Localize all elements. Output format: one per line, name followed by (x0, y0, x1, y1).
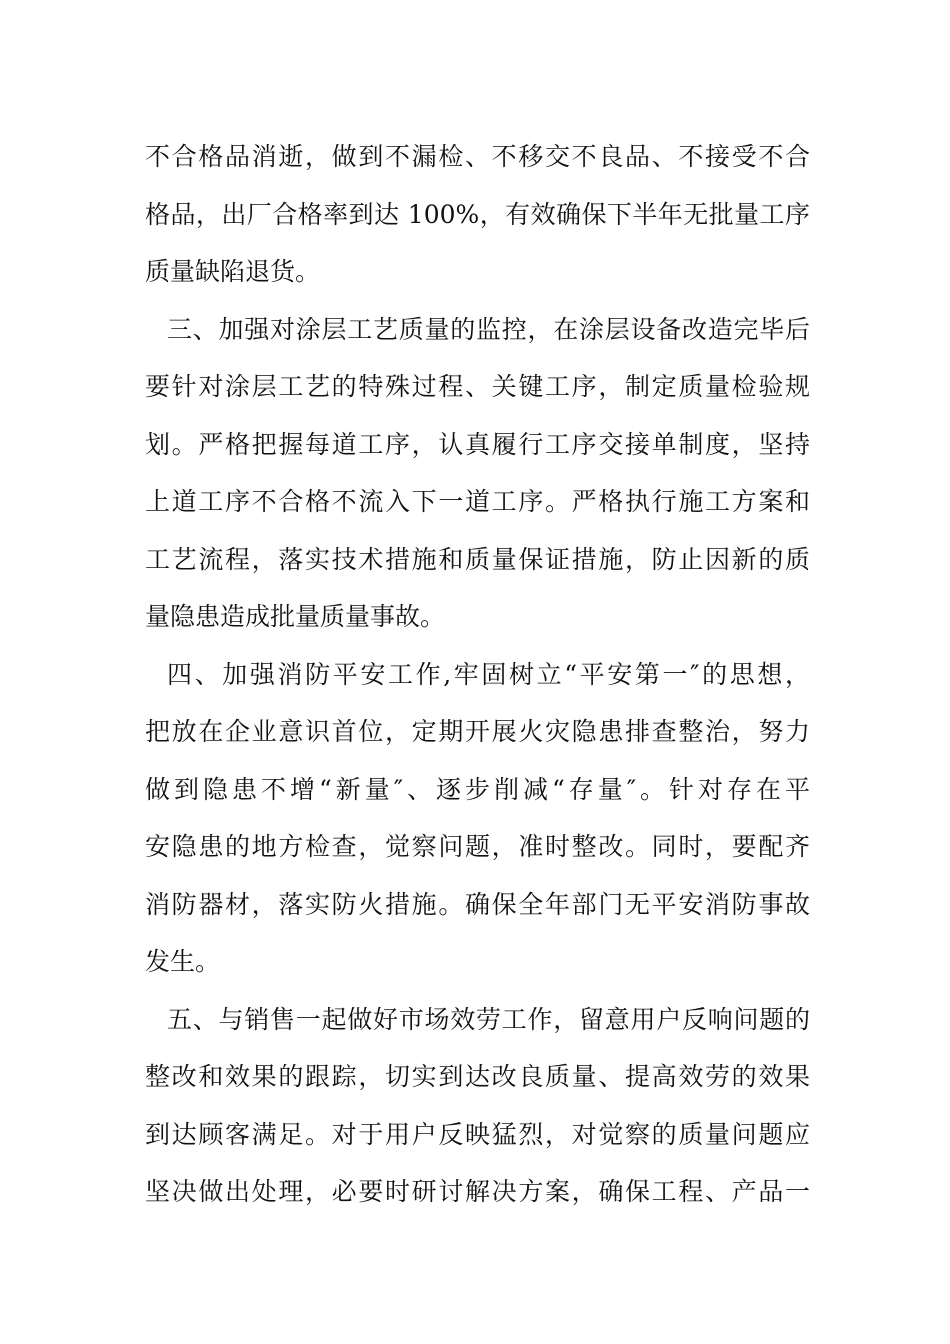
text-line: 工艺流程，落实技术措施和质量保证措施，防止因新的质 (145, 544, 810, 574)
text-line: 把放在企业意识首位，定期开展火灾隐患排查整治，努力 (145, 717, 810, 746)
paragraph-start-line: 三、加强对涂层工艺质量的监控，在涂层设备改造完毕后 (167, 314, 810, 344)
document-body (145, 128, 810, 1221)
text-line: 质量缺陷退货。 (145, 257, 321, 286)
text-line: 量隐患造成批量质量事故。 (145, 602, 446, 631)
text-line: 发生。 (145, 947, 221, 976)
text-line: 消防器材，落实防火措施。确保全年部门无平安消防事故 (145, 889, 810, 919)
text-line: 做到隐患不增“新量″、逐步削减“存量″。针对存在平 (145, 774, 810, 804)
text-line: 不合格品消逝，做到不漏检、不移交不良品、不接受不合 (145, 142, 810, 171)
paragraph-start-line: 四、加强消防平安工作,牢固树立“平安第一″的思想， (167, 659, 810, 689)
text-line: 格品，出厂合格率到达 100%，有效确保下半年无批量工序 (145, 199, 810, 229)
text-line: 要针对涂层工艺的特殊过程、关键工序，制定质量检验规 (145, 372, 810, 401)
text-line: 坚决做出处理，必要时研讨解决方案，确保工程、产品一 (145, 1177, 810, 1206)
text-line: 上道工序不合格不流入下一道工序。严格执行施工方案和 (145, 487, 810, 516)
paragraph-start-line: 五、与销售一起做好市场效劳工作，留意用户反响问题的 (167, 1004, 810, 1034)
text-line: 整改和效果的跟踪，切实到达改良质量、提高效劳的效果 (145, 1062, 810, 1091)
text-line: 安隐患的地方检查，觉察问题，准时整改。同时，要配齐 (145, 832, 810, 861)
text-line: 到达顾客满足。对于用户反映猛烈，对觉察的质量问题应 (145, 1119, 810, 1149)
text-line: 划。严格把握每道工序，认真履行工序交接单制度，坚持 (145, 429, 810, 459)
